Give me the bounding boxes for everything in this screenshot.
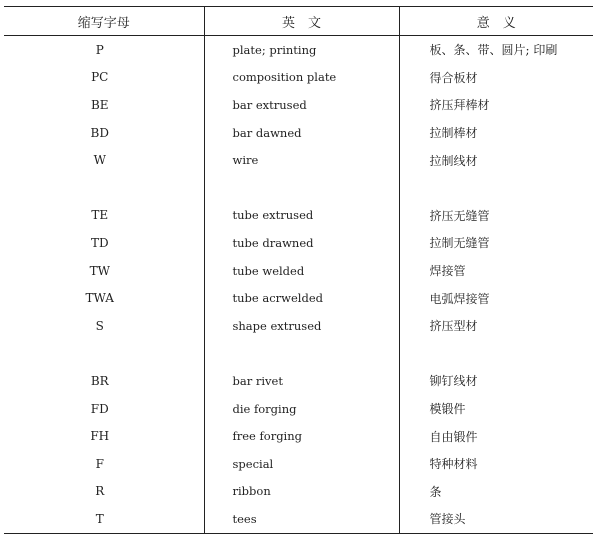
table-row bbox=[4, 422, 593, 450]
row-english bbox=[204, 340, 399, 368]
row-english: tube welded bbox=[204, 257, 399, 285]
row-abbreviation: TW bbox=[89, 263, 110, 278]
table-row bbox=[4, 478, 593, 506]
row-english: bar rivet bbox=[204, 367, 399, 395]
row-abbreviation: TD bbox=[90, 235, 109, 250]
table-row bbox=[4, 257, 593, 285]
row-abbreviation: T bbox=[4, 505, 204, 533]
row-abbreviation: S bbox=[95, 318, 104, 333]
row-meaning: 电弧焊接管 bbox=[399, 284, 593, 312]
row-abbreviation bbox=[4, 174, 204, 202]
row-abbreviation: BE bbox=[90, 97, 109, 112]
row-english: tube drawned bbox=[204, 229, 399, 257]
header-row bbox=[4, 7, 593, 36]
row-english: tees bbox=[204, 505, 399, 533]
row-abbreviation: PC bbox=[91, 70, 109, 85]
row-english: plate; printing bbox=[204, 36, 399, 64]
row-meaning: 铆钉线材 bbox=[399, 367, 593, 395]
table-body bbox=[4, 36, 593, 534]
row-meaning: 拉制无缝管 bbox=[399, 229, 593, 257]
row-meaning: 焊接管 bbox=[399, 257, 593, 285]
row-meaning: 挤压拜棒材 bbox=[399, 91, 593, 119]
table-row bbox=[4, 119, 593, 147]
row-meaning: 挤压无缝管 bbox=[399, 202, 593, 230]
header-english: 英 文 bbox=[204, 7, 399, 36]
row-english: tube extrused bbox=[204, 202, 399, 230]
table-row bbox=[4, 174, 593, 202]
table-row bbox=[4, 229, 593, 257]
row-abbreviation: FD bbox=[90, 401, 109, 416]
row-abbreviation bbox=[4, 340, 204, 368]
header-abbreviation: 缩写字母 bbox=[4, 7, 204, 36]
row-abbreviation: BD bbox=[90, 125, 109, 140]
row-meaning: 模锻件 bbox=[399, 395, 593, 423]
row-english: ribbon bbox=[204, 478, 399, 506]
row-abbreviation: F bbox=[95, 456, 104, 471]
abbreviation-table bbox=[4, 6, 593, 534]
table-row bbox=[4, 395, 593, 423]
table-row bbox=[4, 450, 593, 478]
table-row bbox=[4, 202, 593, 230]
row-english: tube acrwelded bbox=[204, 284, 399, 312]
row-meaning: 特种材料 bbox=[399, 450, 593, 478]
row-abbreviation: FH bbox=[90, 429, 110, 444]
table-row bbox=[4, 367, 593, 395]
table-row bbox=[4, 312, 593, 340]
row-meaning: 得合板材 bbox=[399, 64, 593, 92]
row-abbreviation: P bbox=[95, 42, 104, 57]
row-meaning: 挤压型材 bbox=[399, 312, 593, 340]
row-english: free forging bbox=[204, 422, 399, 450]
row-english: shape extrused bbox=[204, 312, 399, 340]
row-abbreviation: TE bbox=[91, 208, 109, 223]
row-english: bar extrused bbox=[204, 91, 399, 119]
row-english: wire bbox=[204, 146, 399, 174]
table-header bbox=[4, 7, 593, 36]
table-row bbox=[4, 146, 593, 174]
row-abbreviation: W bbox=[93, 153, 106, 168]
row-abbreviation: R bbox=[95, 484, 105, 499]
row-meaning: 拉制棒材 bbox=[399, 119, 593, 147]
row-abbreviation: BR bbox=[90, 373, 109, 388]
row-meaning: 拉制线材 bbox=[399, 146, 593, 174]
row-english: bar dawned bbox=[204, 119, 399, 147]
row-english: special bbox=[204, 450, 399, 478]
table-row bbox=[4, 505, 593, 533]
row-meaning bbox=[399, 340, 593, 368]
table-row bbox=[4, 284, 593, 312]
row-abbreviation: TWA bbox=[85, 291, 114, 306]
row-meaning: 板、条、带、圆片; 印刷 bbox=[399, 36, 593, 64]
row-english: die forging bbox=[204, 395, 399, 423]
row-meaning: 条 bbox=[399, 478, 593, 506]
table-row bbox=[4, 340, 593, 368]
row-english bbox=[204, 174, 399, 202]
table-row bbox=[4, 36, 593, 64]
table-row bbox=[4, 64, 593, 92]
header-meaning: 意 义 bbox=[399, 7, 593, 36]
row-meaning: 管接头 bbox=[399, 505, 593, 533]
table-row bbox=[4, 91, 593, 119]
row-english: composition plate bbox=[204, 64, 399, 92]
row-meaning bbox=[399, 174, 593, 202]
row-meaning: 自由锻件 bbox=[399, 422, 593, 450]
